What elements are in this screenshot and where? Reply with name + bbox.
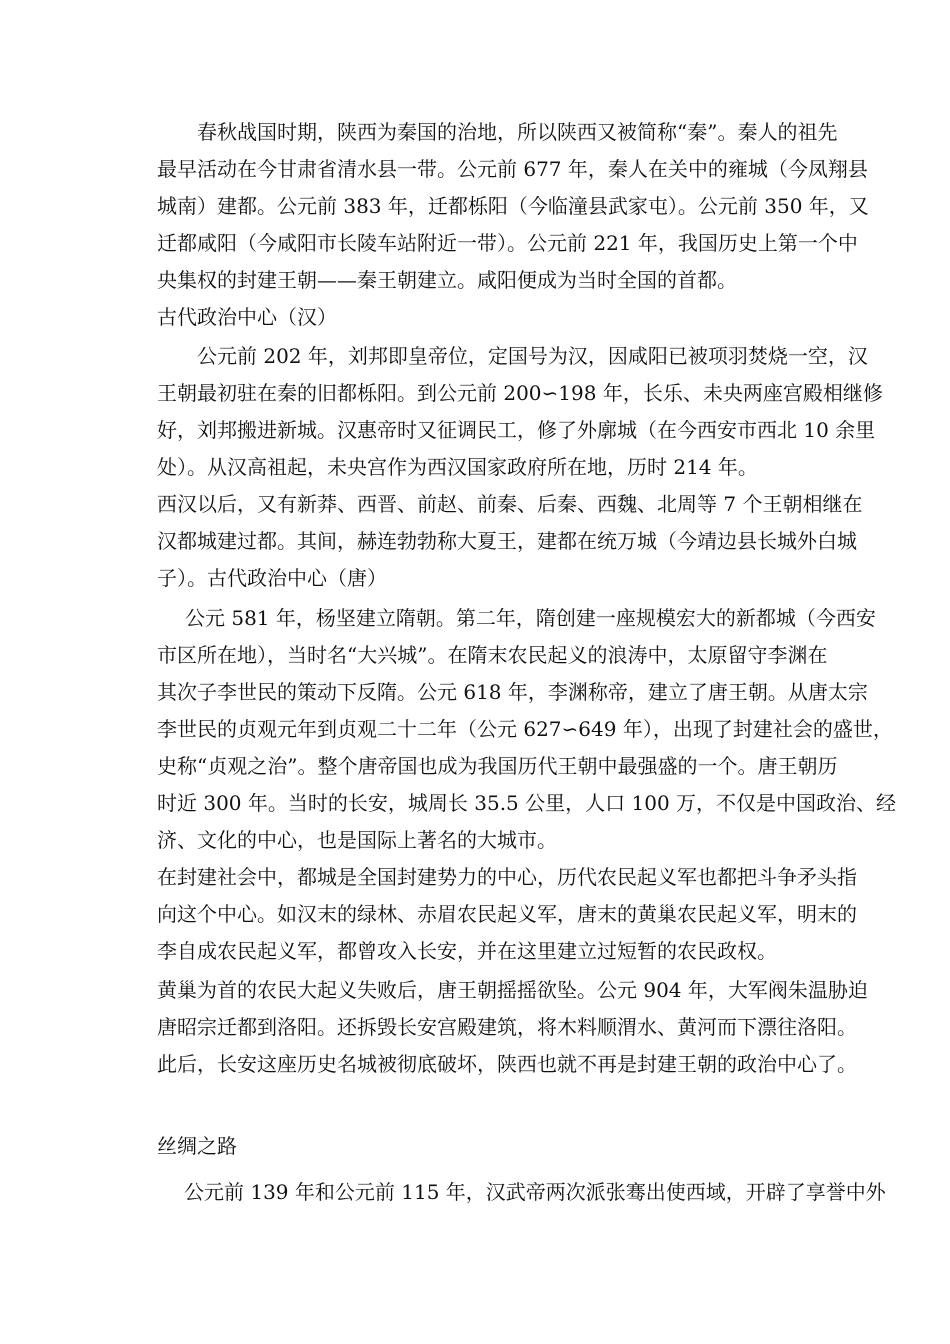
text-line: 公元前 202 年，刘邦即皇帝位，定国号为汉，因咸阳已被项羽焚烧一空，汉 <box>197 344 868 368</box>
text-line: 城南）建都。公元前 383 年，迁都栎阳（今临潼县武家屯）。公元前 350 年，又 <box>157 194 869 218</box>
text-line: 向这个中心。如汉末的绿林、赤眉农民起义军，唐末的黄巢农民起义军，明末的 <box>157 902 857 926</box>
text-line: 唐昭宗迁都到洛阳。还拆毁长安宫殿建筑，将木料顺渭水、黄河而下漂往洛阳。 <box>157 1015 857 1039</box>
text-line: 子）。古代政治中心（唐） <box>157 566 387 590</box>
text-line: 时近 300 年。当时的长安，城周长 35.5 公里，人口 100 万，不仅是中国政治、经 <box>157 791 897 815</box>
text-line: 王朝最初驻在秦的旧都栎阳。到公元前 200∽198 年，长乐、未央两座宫殿相继修 <box>157 381 883 405</box>
text-line: 春秋战国时期，陕西为秦国的治地，所以陕西又被简称“秦”。秦人的祖先 <box>197 120 838 144</box>
text-line: 西汉以后，又有新莽、西晋、前赵、前秦、后秦、西魏、北周等 7 个王朝相继在 <box>157 492 863 516</box>
section-heading: 古代政治中心（汉） <box>157 305 337 329</box>
text-line: 最早活动在今甘肃省清水县一带。公元前 677 年，秦人在关中的雍城（今凤翔县 <box>157 157 868 181</box>
text-line: 其次子李世民的策动下反隋。公元 618 年，李渊称帝，建立了唐王朝。从唐太宗 <box>157 680 868 704</box>
text-line: 公元前 139 年和公元前 115 年，汉武帝两次派张骞出使西域，开辟了享誉中外 <box>184 1180 886 1204</box>
text-line: 公元 581 年，杨坚建立隋朝。第二年，隋创建一座规模宏大的新都城（今西安 <box>185 606 876 630</box>
text-line: 汉都城建过都。其间，赫连勃勃称大夏王，建都在统万城（今靖边县长城外白城 <box>157 529 857 553</box>
text-line: 好，刘邦搬进新城。汉惠帝时又征调民工，修了外廓城（在今西安市西北 10 余里 <box>157 418 876 442</box>
text-line: 李自成农民起义军，都曾攻入长安，并在这里建立过短暂的农民政权。 <box>157 939 777 963</box>
text-line: 此后，长安这座历史名城被彻底破坏，陕西也就不再是封建王朝的政治中心了。 <box>157 1052 857 1076</box>
text-line: 市区所在地），当时名“大兴城”。在隋末农民起义的浪涛中，太原留守李渊在 <box>157 643 828 667</box>
text-line: 史称“贞观之治”。整个唐帝国也成为我国历代王朝中最强盛的一个。唐王朝历 <box>157 754 838 778</box>
text-line: 在封建社会中，都城是全国封建势力的中心，历代农民起义军也都把斗争矛头指 <box>157 865 857 889</box>
text-line: 济、文化的中心，也是国际上著名的大城市。 <box>157 828 557 852</box>
text-line: 央集权的封建王朝——秦王朝建立。咸阳便成为当时全国的首都。 <box>157 268 737 292</box>
section-heading: 丝绸之路 <box>157 1134 237 1158</box>
text-line: 处）。从汉高祖起，未央宫作为西汉国家政府所在地，历时 214 年。 <box>157 455 758 479</box>
text-line: 迁都咸阳（今咸阳市长陵车站附近一带）。公元前 221 年，我国历史上第一个中 <box>157 231 858 255</box>
text-line: 黄巢为首的农民大起义失败后，唐王朝摇摇欲坠。公元 904 年，大军阀朱温胁迫 <box>157 978 868 1002</box>
text-line: 李世民的贞观元年到贞观二十二年（公元 627∽649 年），出现了封建社会的盛世， <box>157 717 893 741</box>
